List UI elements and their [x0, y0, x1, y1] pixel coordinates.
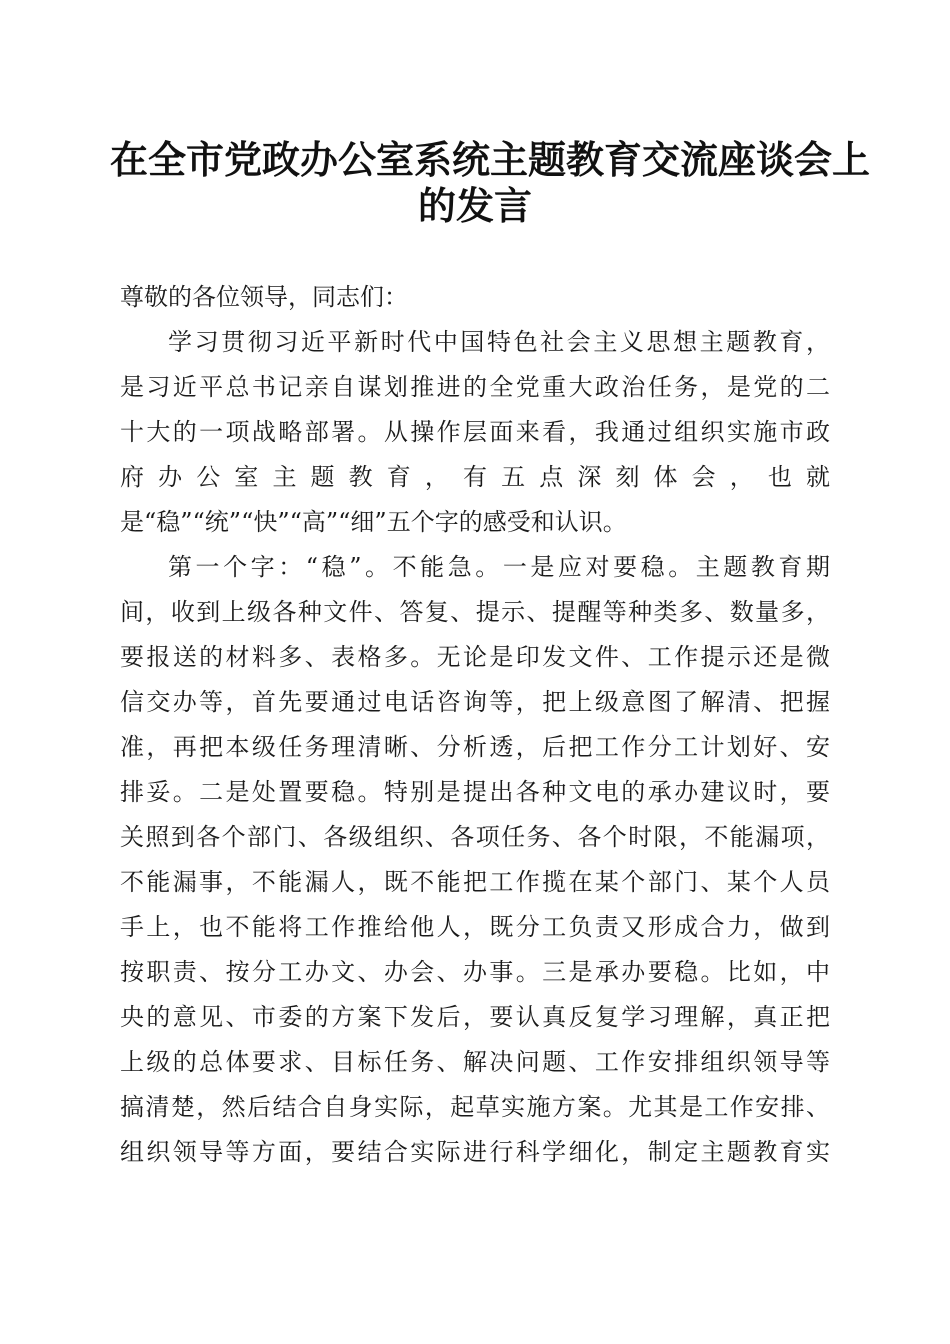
paragraph-line: 排妥。二是处置要稳。特别是提出各种文电的承办建议时，要: [120, 778, 830, 806]
paragraph-line: 上级的总体要求、目标任务、解决问题、工作安排组织领导等: [120, 1048, 830, 1076]
paragraph-line: 准，再把本级任务理清晰、分析透，后把工作分工计划好、安: [120, 733, 830, 761]
paragraph-line: 搞清楚，然后结合自身实际，起草实施方案。尤其是工作安排、: [120, 1093, 830, 1121]
paragraph-line: 手上，也不能将工作推给他人，既分工负责又形成合力，做到: [120, 913, 830, 941]
paragraph-line: 关照到各个部门、各级组织、各项任务、各个时限，不能漏项，: [120, 823, 830, 851]
paragraph-line: 府 办 公 室 主 题 教 育 ， 有 五 点 深 刻 体 会 ， 也 就: [120, 463, 830, 491]
paragraph-line: 信交办等，首先要通过电话咨询等，把上级意图了解清、把握: [120, 688, 830, 716]
salutation: 尊敬的各位领导，同志们：: [120, 283, 408, 311]
paragraph-line: 十大的一项战略部署。从操作层面来看，我通过组织实施市政: [120, 418, 830, 446]
document-title-line-2: 的发言: [417, 183, 532, 228]
paragraph-line: 第一个字：“稳”。不能急。一是应对要稳。主题教育期: [168, 553, 830, 581]
paragraph-line: 学习贯彻习近平新时代中国特色社会主义思想主题教育，: [168, 328, 830, 356]
paragraph-line: 是习近平总书记亲自谋划推进的全党重大政治任务，是党的二: [120, 373, 830, 401]
document-title-line-1: 在全市党政办公室系统主题教育交流座谈会上: [110, 137, 871, 182]
paragraph-line: 是“稳”“统”“快”“高”“细”五个字的感受和认识。: [120, 508, 627, 536]
paragraph-line: 不能漏事，不能漏人，既不能把工作揽在某个部门、某个人员: [120, 868, 830, 896]
paragraph-line: 间，收到上级各种文件、答复、提示、提醒等种类多、数量多，: [120, 598, 830, 626]
paragraph-line: 组织领导等方面，要结合实际进行科学细化，制定主题教育实: [120, 1138, 830, 1166]
paragraph-line: 央的意见、市委的方案下发后，要认真反复学习理解，真正把: [120, 1003, 830, 1031]
paragraph-line: 按职责、按分工办文、办会、办事。三是承办要稳。比如，中: [120, 958, 830, 986]
paragraph-line: 要报送的材料多、表格多。无论是印发文件、工作提示还是微: [120, 643, 830, 671]
